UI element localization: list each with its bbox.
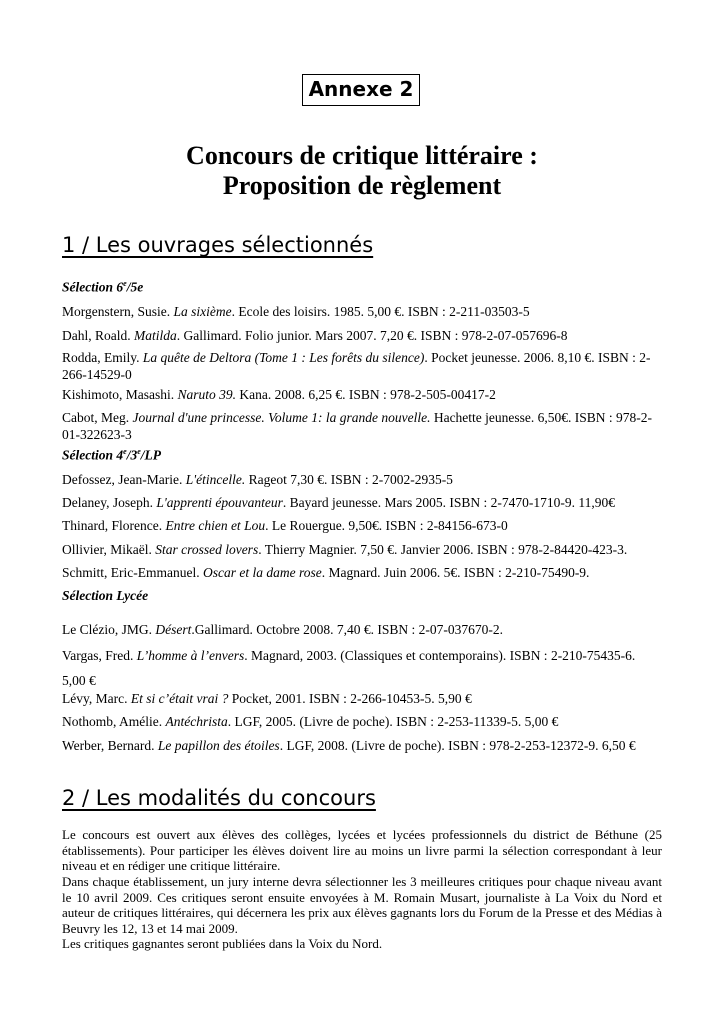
book-entry: Defossez, Jean-Marie. L'étincelle. Rageot 7,30 €. ISBN : 2-7002-2935-5 (62, 472, 453, 487)
book-entry: Delaney, Joseph. L'apprenti épouvanteur. Bayard jeunesse. Mars 2005. ISBN : 2-7470-1710-9. 11,90€ (62, 495, 615, 510)
book-entry: Nothomb, Amélie. Antéchrista. LGF, 2005. (Livre de poche). ISBN : 2-253-11339-5. 5,00 € (62, 714, 559, 729)
book-entry: Dahl, Roald. Matilda. Gallimard. Folio junior. Mars 2007. 7,20 €. ISBN : 978-2-07-057696-8 (62, 328, 568, 343)
book-entry: Rodda, Emily. La quête de Deltora (Tome 1 : Les forêts du silence). Pocket jeunesse. 2006. 8,10 €. ISBN : 2-266-14529-0 (62, 350, 651, 382)
title-line-2: Proposition de règlement (222, 171, 502, 200)
book-entry: Vargas, Fred. L’homme à l’envers. Magnard, 2003. (Classiques et contemporains). ISBN : 2-210-75435-6. 5,00 € (62, 648, 636, 688)
section-1-heading: 1 / Les ouvrages sélectionnés (62, 233, 374, 257)
modalites-paragraph: Dans chaque établissement, un jury interne devra sélectionner les 3 meilleures critiques pour chaque niveau avant le 10 avril 2009. Ces critiques seront ensuite envoyées à M. Romain Musart, journaliste à La Voix du Nord et auteur de critiques littéraires, qui décernera les prix aux élèves gagnants lors du Forum de la Presse et des Médias à Beuvry les 12, 13 et 14 mai 2009. (62, 874, 662, 936)
section-2-heading: 2 / Les modalités du concours (62, 786, 376, 810)
selection-6-5-heading: Sélection 6e/5e (62, 279, 144, 295)
book-entry: Ollivier, Mikaël. Star crossed lovers. Thierry Magnier. 7,50 €. Janvier 2006. ISBN : 978-2-84420-423-3. (62, 542, 628, 557)
selection-4-3-lp-heading: Sélection 4e/3e/LP (62, 447, 162, 463)
book-entry: Le Clézio, JMG. Désert.Gallimard. Octobre 2008. 7,40 €. ISBN : 2-07-037670-2. (62, 622, 503, 637)
book-entry: Lévy, Marc. Et si c’était vrai ? Pocket, 2001. ISBN : 2-266-10453-5. 5,90 € (62, 691, 472, 706)
book-entry: Kishimoto, Masashi. Naruto 39. Kana. 2008. 6,25 €. ISBN : 978-2-505-00417-2 (62, 387, 496, 402)
selection-lycee-heading: Sélection Lycée (62, 588, 149, 603)
book-entry: Schmitt, Eric-Emmanuel. Oscar et la dame rose. Magnard. Juin 2006. 5€. ISBN : 2-210-75490-9. (62, 565, 590, 580)
annexe-label: Annexe 2 (302, 74, 420, 106)
book-entry: Werber, Bernard. Le papillon des étoiles. LGF, 2008. (Livre de poche). ISBN : 978-2-253-12372-9. 6,50 € (62, 738, 636, 753)
book-entry: Cabot, Meg. Journal d'une princesse. Volume 1: la grande nouvelle. Hachette jeunesse. 6,50€. ISBN : 978-2-01-322623-3 (62, 410, 653, 442)
book-entry: Morgenstern, Susie. La sixième. Ecole des loisirs. 1985. 5,00 €. ISBN : 2-211-03503-5 (62, 304, 530, 319)
modalites-paragraph: Les critiques gagnantes seront publiées dans la Voix du Nord. (62, 936, 383, 951)
modalites-paragraph: Le concours est ouvert aux élèves des collèges, lycées et lycées professionnels du district de Béthune (25 établissements). Pour participer les élèves doivent lire au moins un livre parmi la sélection correspondant à leur niveau et en rédiger une critique littéraire. (62, 827, 662, 874)
book-entry: Thinard, Florence. Entre chien et Lou. Le Rouergue. 9,50€. ISBN : 2-84156-673-0 (62, 518, 508, 533)
title-line-1: Concours de critique littéraire : (186, 141, 538, 170)
